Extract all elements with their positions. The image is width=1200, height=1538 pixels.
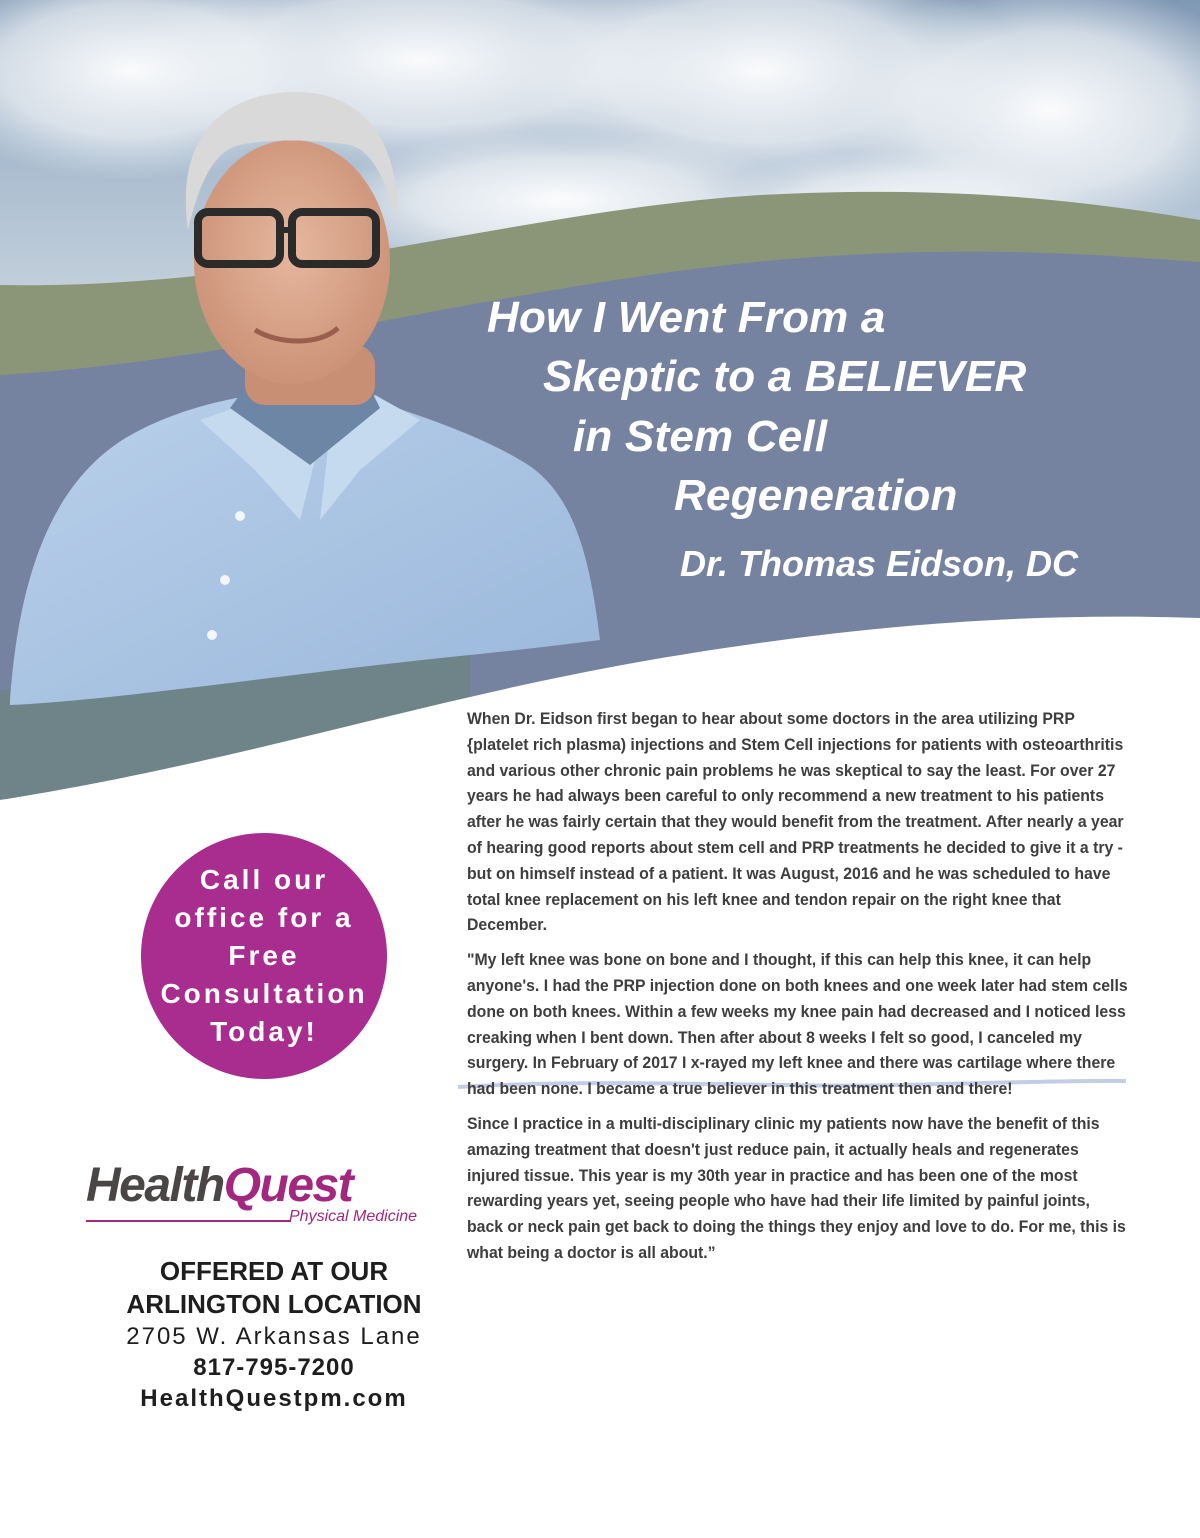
logo-wordmark (86, 1158, 352, 1214)
contact-block (96, 1255, 452, 1414)
logo-underline (86, 1220, 291, 1222)
phone-number[interactable]: 817-795-7200 (193, 1354, 355, 1381)
article-paragraph-1: When Dr. Eidson first began to hear about some doctors in the area utilizing PRP {platelet rich plasma) injections and Stem Cell injections for patients with osteoarthritis and various other chronic pain problems he was skeptical to say the least. For over 27 years he had always been careful to only recommend a new treatment to his patients after he was fairly certain that they would benefit from the treatment. After nearly a year of hearing good reports about stem cell and PRP treatments he decided to give it a try - but on himself instead of a patient. It was August, 2016 and he was scheduled to have total knee replacement on his left knee and tendon repair on the right knee that December. (467, 709, 1124, 935)
healthquest-logo (86, 1158, 446, 1228)
article-paragraph-2: "My left knee was bone on bone and I thought, if this can help this knee, it can help anyone's. I had the PRP injection done on both knees and one week later had stem cells done on both knees. Within a few weeks my knee pain had decreased and I noticed less creaking when I bent down. Then after about 8 weeks I felt so good, I canceled my surgery. In February of 2017 I x-rayed my left knee and there was cartilage where there had been none. I became a true believer in this treatment then and there! (467, 950, 1128, 1099)
headline-line-2: Skeptic to a BELIEVER (543, 352, 1027, 401)
headline-line-3: in Stem Cell (573, 412, 828, 461)
offered-at-text: OFFERED AT OUR (159, 1256, 389, 1286)
location-name: ARLINGTON LOCATION (126, 1289, 422, 1319)
headline-line-4: Regeneration (674, 471, 958, 520)
logo-quest-text: Quest (223, 1159, 353, 1212)
headline-line-1: How I Went From a (487, 293, 886, 342)
article-body (467, 706, 1129, 1275)
article-paragraph-3: Since I practice in a multi-disciplinary clinic my patients now have the benefit of this amazing treatment that doesn't just reduce pain, it actually heals and regenerates injured tissue. This year is my 30th year in practice and has been one of the most rewarding years yet, seeing people who have had their life limited by painful joints, back or neck pain get back to doing the things they enjoy and love to do. For me, this is what being a doctor is all about.” (467, 1113, 1126, 1262)
logo-health-text: Health (86, 1159, 224, 1212)
free-consultation-text: Call our office for a Free Consultation Today! (160, 864, 368, 1047)
free-consultation-badge (141, 833, 387, 1079)
logo-subtitle: Physical Medicine (289, 1208, 418, 1225)
street-address: 2705 W. Arkansas Lane (126, 1323, 422, 1350)
author-byline: Dr. Thomas Eidson, DC (680, 543, 1079, 584)
website-link[interactable]: HealthQuestpm.com (140, 1385, 408, 1412)
